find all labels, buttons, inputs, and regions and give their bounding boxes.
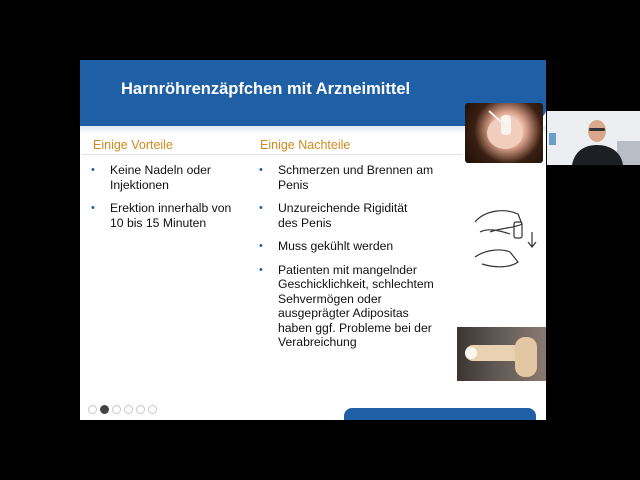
list-item [259, 239, 459, 254]
bullet-icon: • [259, 240, 263, 252]
list-item-text: Keine Nadeln oder [110, 163, 211, 177]
bullet-icon: • [91, 164, 95, 176]
bullet-icon: • [259, 202, 263, 214]
list-item [91, 201, 256, 230]
list-item-text: Schmerzen und Brennen am [278, 163, 434, 177]
application-illustration [470, 202, 540, 282]
list-item-text: Sehvermögen oder [278, 291, 382, 306]
disadvantages-heading: Einige Nachteile [260, 138, 351, 152]
bullet-icon: • [91, 202, 95, 214]
list-item-text: 10 bis 15 Minuten [110, 215, 207, 230]
advantages-heading: Einige Vorteile [93, 138, 173, 152]
list-item-text: Unzureichende Rigidität [278, 201, 408, 215]
presentation-slide [80, 60, 546, 420]
list-item-text: Penis [278, 177, 309, 192]
bullet-icon: • [259, 263, 263, 276]
play-icon[interactable] [100, 405, 109, 414]
pen-icon[interactable] [112, 405, 121, 414]
penis-model-photo [457, 327, 546, 381]
list-item [259, 201, 459, 230]
list-item [259, 163, 459, 192]
footer-bar [344, 408, 536, 420]
more-icon[interactable] [148, 405, 157, 414]
list-item-text: des Penis [278, 215, 332, 230]
list-item [91, 163, 256, 192]
list-item-text: Patienten mit mangelnder [278, 262, 417, 277]
menu-icon[interactable] [136, 405, 145, 414]
list-item-text: Verabreichung [278, 335, 357, 349]
list-item-text: Injektionen [110, 177, 169, 192]
list-item-text: Erektion innerhalb von [110, 201, 232, 215]
disadvantages-list [259, 163, 459, 359]
back-icon[interactable] [88, 405, 97, 414]
slide-navigation [88, 405, 157, 414]
slide-title: Harnröhrenzäpfchen mit Arzneimittel [121, 80, 411, 98]
list-item-text: Muss gekühlt werden [278, 239, 394, 253]
list-item [259, 263, 459, 350]
divider [82, 154, 462, 155]
list-item-text: Geschicklichkeit, schlechtem [278, 277, 434, 291]
webcam-thumbnail [547, 111, 640, 165]
list-item-text: ausgeprägter Adipositas [278, 306, 409, 320]
advantages-list [91, 163, 256, 239]
zoom-icon[interactable] [124, 405, 133, 414]
hand-applicator-photo [465, 103, 543, 163]
list-item-text: haben ggf. Probleme bei der [278, 320, 432, 335]
bullet-icon: • [259, 164, 263, 176]
